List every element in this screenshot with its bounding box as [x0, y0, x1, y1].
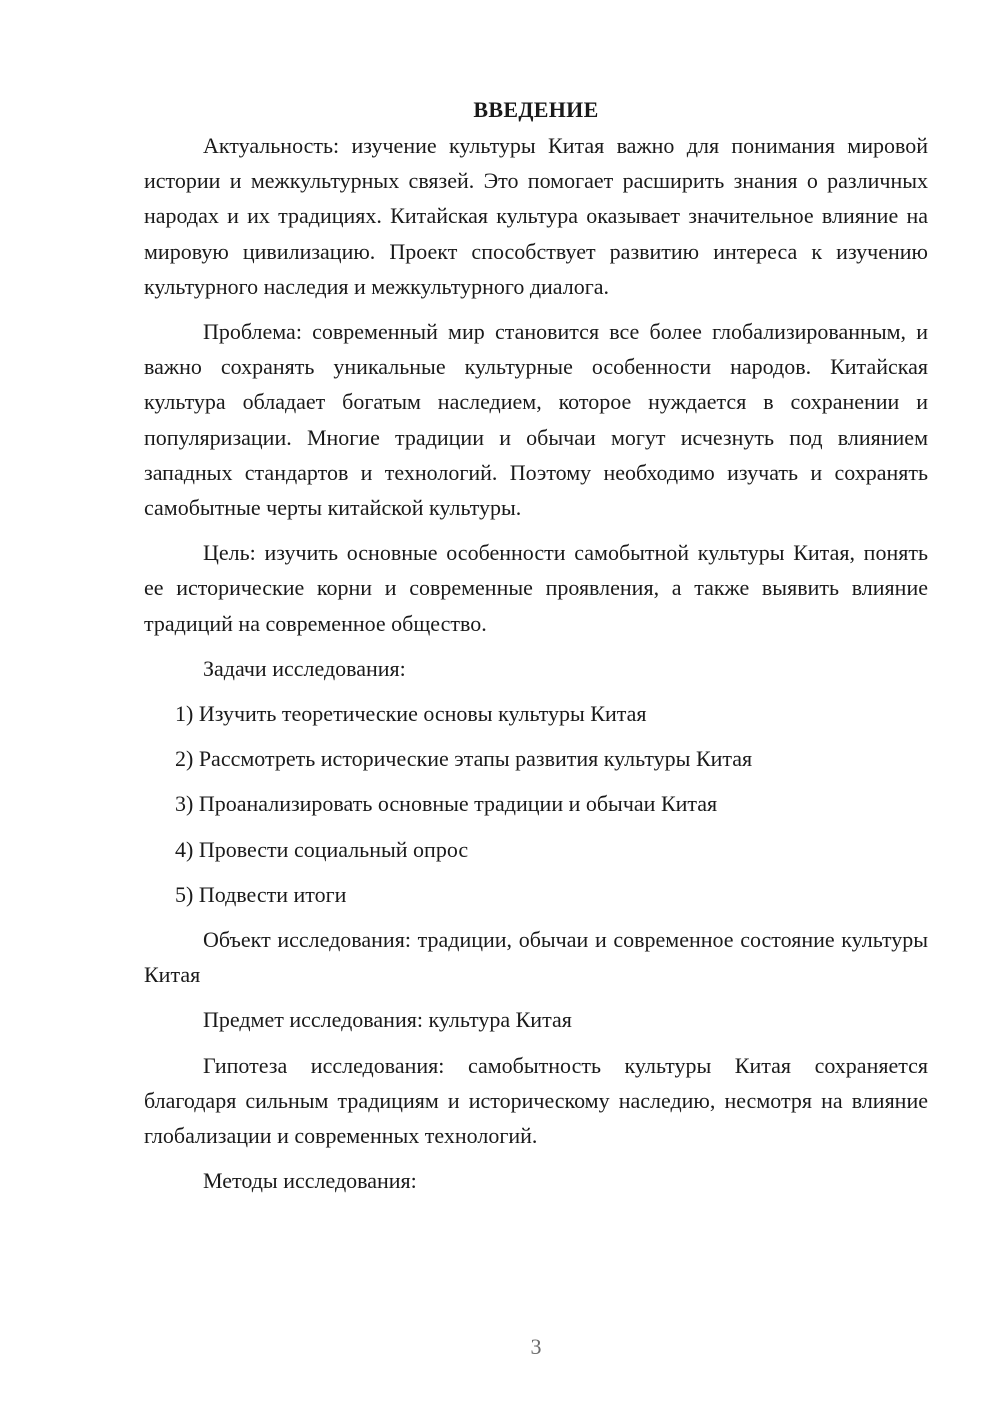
document-page: [144, 92, 928, 1198]
page-number: 3: [530, 1334, 542, 1359]
problem-paragraph: Проблема: современный мир становится все более глобализированным, и важно сохранять уникальные культурные особенности народов. Китайская культура обладает богатым наследием, которое нуждается в сохранении и популяризации. Многие традиции и обычаи могут исчезнуть под влиянием западных стандартов и технологий. Поэтому необходимо изучать и сохранять самобытные черты китайской культуры.: [144, 319, 928, 521]
task-item: 3) Проанализировать основные традиции и обычаи Китая: [175, 791, 718, 817]
tasks-list: [144, 696, 928, 912]
section-title: ВВЕДЕНИЕ: [473, 97, 599, 122]
relevance-paragraph: Актуальность: изучение культуры Китая важно для понимания мировой истории и межкультурных связей. Это помогает расширить знания о различных народах и их традициях. Китайская культура оказывает значительное влияние на мировую цивилизацию. Проект способствует развитию интереса к изучению культурного наследия и межкультурного диалога.: [144, 133, 928, 299]
task-item: 2) Рассмотреть исторические этапы развития культуры Китая: [175, 746, 753, 772]
object-paragraph: Объект исследования: традиции, обычаи и современное состояние культуры Китая: [144, 927, 928, 988]
task-item: 5) Подвести итоги: [175, 881, 347, 907]
tasks-heading: Задачи исследования:: [203, 655, 406, 681]
goal-paragraph: Цель: изучить основные особенности самобытной культуры Китая, понять ее исторические корни и современные проявления, а также выявить влияние традиций на современное общество.: [144, 540, 928, 636]
task-item: 4) Провести социальный опрос: [175, 836, 469, 862]
subject-paragraph: Предмет исследования: культура Китая: [203, 1007, 572, 1033]
methods-heading: Методы исследования:: [203, 1168, 417, 1194]
task-item: 1) Изучить теоретические основы культуры Китая: [175, 701, 647, 727]
hypothesis-paragraph: Гипотеза исследования: самобытность культуры Китая сохраняется благодаря сильным традициям и историческому наследию, несмотря на влияние глобализации и современных технологий.: [144, 1052, 928, 1149]
